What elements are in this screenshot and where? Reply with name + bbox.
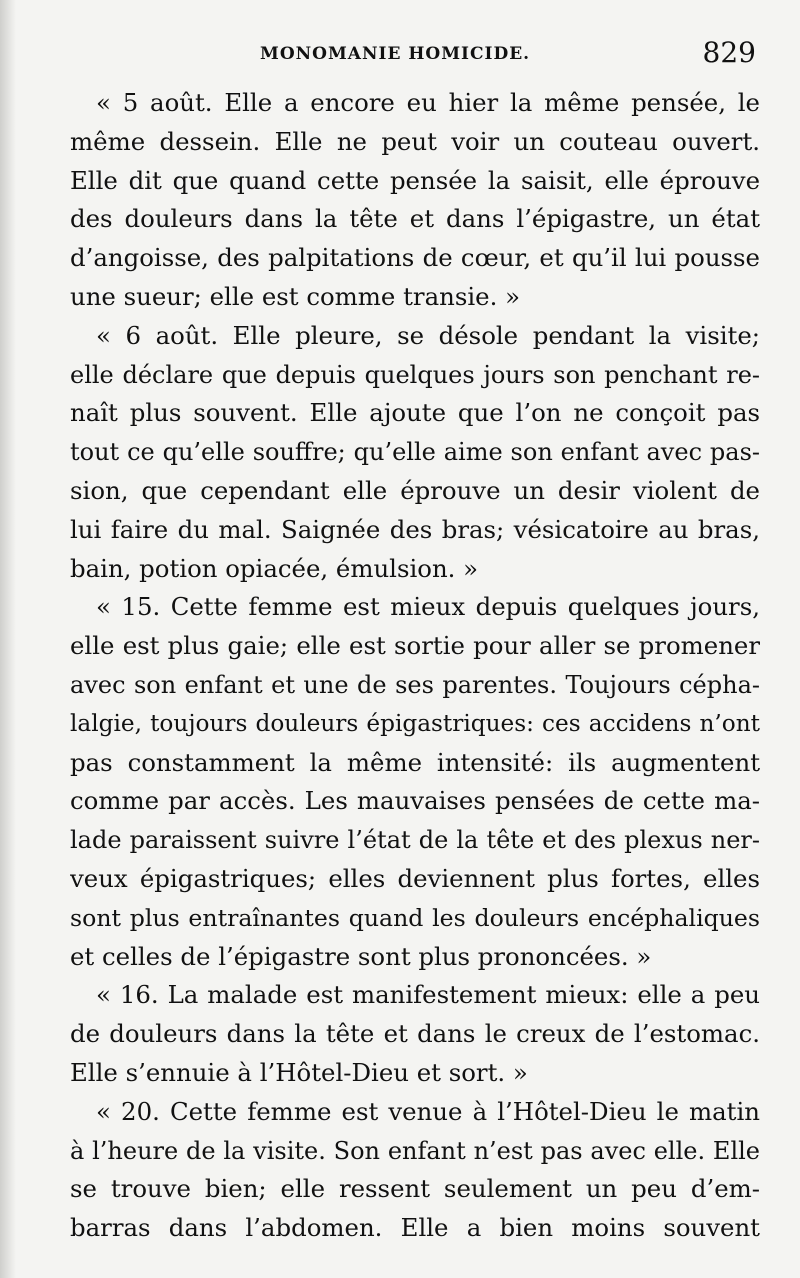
text-line: même dessein. Elle ne peut voir un couteau ouvert. xyxy=(70,126,760,156)
body-text xyxy=(70,84,760,1248)
text-line: Elle s’ennuie à l’Hôtel-Dieu et sort. » xyxy=(70,1057,528,1087)
text-line: « 15. Cette femme est mieux depuis quelques jours, xyxy=(96,592,760,622)
text-line: et celles de l’épigastre sont plus prononcées. » xyxy=(70,941,652,971)
text-line: pas constamment la même intensité: ils augmentent xyxy=(70,747,760,777)
text-line: avec son enfant et une de ses parentes. Toujours cépha- xyxy=(70,670,760,699)
text-line: lade paraissent suivre l’état de la tête et des plexus ner- xyxy=(70,826,760,855)
text-line: « 5 août. Elle a encore eu hier la même pensée, le xyxy=(96,88,760,117)
text-line: elle déclare que depuis quelques jours son penchant re- xyxy=(70,360,760,389)
text-line: elle est plus gaie; elle est sortie pour aller se promener xyxy=(70,631,760,661)
running-title: MONOMANIE HOMICIDE. xyxy=(260,44,531,64)
text-line: comme par accès. Les mauvaises pensées de cette ma- xyxy=(70,786,760,816)
text-line: sont plus entraînantes quand les douleurs encéphaliques xyxy=(70,903,760,932)
text-line: d’angoisse, des palpitations de cœur, et qu’il lui pousse xyxy=(70,243,760,273)
text-line: une sueur; elle est comme transie. » xyxy=(70,281,521,311)
text-line: des douleurs dans la tête et dans l’épigastre, un état xyxy=(70,204,760,234)
text-line: sion, que cependant elle éprouve un desir violent de xyxy=(70,475,760,505)
text-line: « 16. La malade est manifestement mieux: elle a peu xyxy=(96,980,760,1010)
text-line: naît plus souvent. Elle ajoute que l’on ne conçoit pas xyxy=(70,398,760,428)
text-line: « 20. Cette femme est venue à l’Hôtel-Dieu le matin xyxy=(96,1096,760,1126)
text-line: barras dans l’abdomen. Elle a bien moins souvent xyxy=(70,1213,760,1243)
text-line: lalgie, toujours douleurs épigastriques: ces accidens n’ont xyxy=(70,709,760,737)
text-line: à l’heure de la visite. Son enfant n’est pas avec elle. Elle xyxy=(70,1136,760,1165)
text-line: bain, potion opiacée, émulsion. » xyxy=(70,553,479,583)
text-line: tout ce qu’elle souffre; qu’elle aime son enfant avec pas- xyxy=(70,438,760,467)
text-line: se trouve bien; elle ressent seulement un peu d’em- xyxy=(70,1174,760,1204)
text-line: veux épigastriques; elles deviennent plus fortes, elles xyxy=(70,863,760,893)
text-line: lui faire du mal. Saignée des bras; vésicatoire au bras, xyxy=(70,514,760,544)
page-number: 829 xyxy=(702,36,756,69)
text-line: de douleurs dans la tête et dans le creux de l’estomac. xyxy=(70,1019,760,1049)
text-line: « 6 août. Elle pleure, se désole pendant la visite; xyxy=(96,320,760,350)
text-line: Elle dit que quand cette pensée la saisit, elle éprouve xyxy=(70,165,760,195)
